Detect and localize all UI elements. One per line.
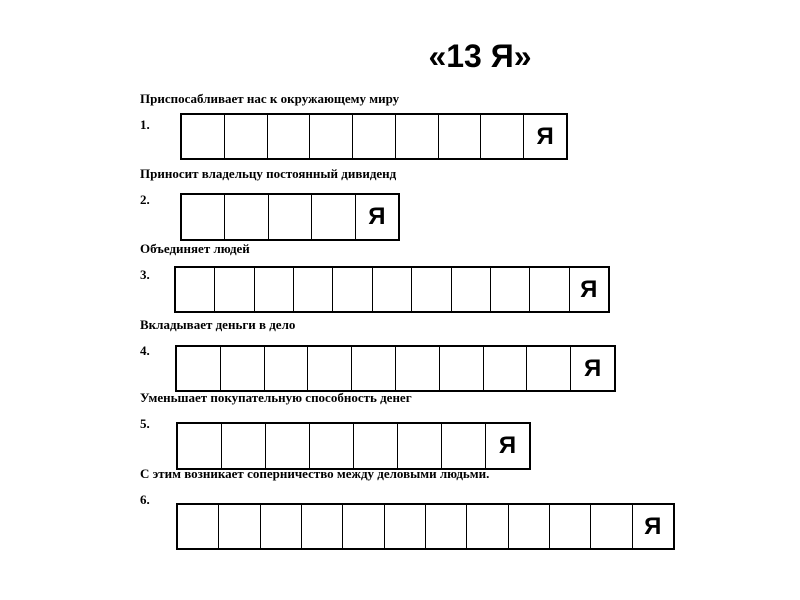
answer-cell[interactable]	[178, 505, 219, 548]
clue-4: Вкладывает деньги в дело	[140, 317, 296, 332]
answer-cell[interactable]	[268, 115, 311, 158]
answer-cell-letter[interactable]: Я	[536, 122, 554, 150]
answer-cell[interactable]	[412, 268, 451, 311]
answer-cell[interactable]	[265, 347, 309, 390]
answer-cell[interactable]	[225, 115, 268, 158]
answer-cell[interactable]	[215, 268, 254, 311]
number-5: 5.	[140, 416, 150, 431]
answer-cell[interactable]	[439, 115, 482, 158]
answer-cell[interactable]	[426, 505, 467, 548]
clue-6: С этим возникает соперничество между деловыми людьми.	[140, 466, 490, 481]
number-4: 4.	[140, 343, 150, 358]
clue-2: Приносит владельцу постоянный дивиденд	[140, 166, 397, 181]
answer-cell[interactable]	[177, 347, 221, 390]
number-6: 6.	[140, 492, 150, 507]
clue-3: Объединяет людей	[140, 241, 250, 256]
answer-cell[interactable]	[353, 115, 396, 158]
answer-cell[interactable]	[266, 424, 310, 468]
answer-cell[interactable]	[373, 268, 412, 311]
answer-cell[interactable]	[176, 268, 215, 311]
answer-cell[interactable]	[467, 505, 508, 548]
answer-cell[interactable]	[550, 505, 591, 548]
answer-cell-letter[interactable]: Я	[583, 354, 602, 382]
answer-cell[interactable]	[481, 115, 524, 158]
answer-cell[interactable]	[484, 347, 528, 390]
answer-cell[interactable]	[219, 505, 260, 548]
answer-cell[interactable]	[310, 115, 353, 158]
answer-cell[interactable]	[333, 268, 372, 311]
answer-cell[interactable]	[310, 424, 354, 468]
answer-grid-2[interactable]	[180, 193, 400, 241]
answer-cell-letter[interactable]: Я	[368, 203, 386, 230]
number-2: 2.	[140, 192, 150, 207]
answer-cell[interactable]	[491, 268, 530, 311]
answer-cell[interactable]	[343, 505, 384, 548]
answer-cell[interactable]	[302, 505, 343, 548]
answer-cell[interactable]	[261, 505, 302, 548]
answer-cell[interactable]	[308, 347, 352, 390]
answer-cell[interactable]	[385, 505, 426, 548]
answer-cell[interactable]	[442, 424, 486, 468]
answer-cell[interactable]	[269, 195, 312, 239]
answer-cell[interactable]	[527, 347, 571, 390]
answer-grid-6[interactable]	[176, 503, 675, 550]
answer-cell[interactable]	[178, 424, 222, 468]
answer-cell[interactable]	[182, 195, 225, 239]
answer-grid-3[interactable]	[174, 266, 610, 313]
answer-cell[interactable]	[591, 505, 632, 548]
clue-1: Приспосабливает нас к окружающему миру	[140, 91, 400, 106]
clue-5: Уменьшает покупательную способность денег	[140, 390, 412, 405]
answer-cell-letter[interactable]: Я	[580, 275, 598, 303]
answer-grid-4[interactable]	[175, 345, 616, 392]
answer-cell[interactable]	[294, 268, 333, 311]
answer-cell[interactable]	[255, 268, 294, 311]
answer-cell[interactable]	[222, 424, 266, 468]
answer-cell[interactable]	[225, 195, 268, 239]
answer-cell[interactable]	[509, 505, 550, 548]
answer-grid-1[interactable]	[180, 113, 568, 160]
page-title: «13 Я»	[428, 38, 532, 74]
answer-cell-letter[interactable]: Я	[498, 432, 517, 459]
answer-cell[interactable]	[530, 268, 569, 311]
answer-cell[interactable]	[221, 347, 265, 390]
answer-cell-letter[interactable]: Я	[644, 512, 662, 540]
answer-cell[interactable]	[398, 424, 442, 468]
answer-cell[interactable]	[396, 115, 439, 158]
answer-cell[interactable]	[396, 347, 440, 390]
answer-cell[interactable]	[440, 347, 484, 390]
number-3: 3.	[140, 267, 150, 282]
answer-cell[interactable]	[354, 424, 398, 468]
answer-cell[interactable]	[182, 115, 225, 158]
answer-grid-5[interactable]	[176, 422, 531, 470]
answer-cell[interactable]	[352, 347, 396, 390]
number-1: 1.	[140, 117, 150, 132]
answer-cell[interactable]	[312, 195, 355, 239]
answer-cell[interactable]	[452, 268, 491, 311]
